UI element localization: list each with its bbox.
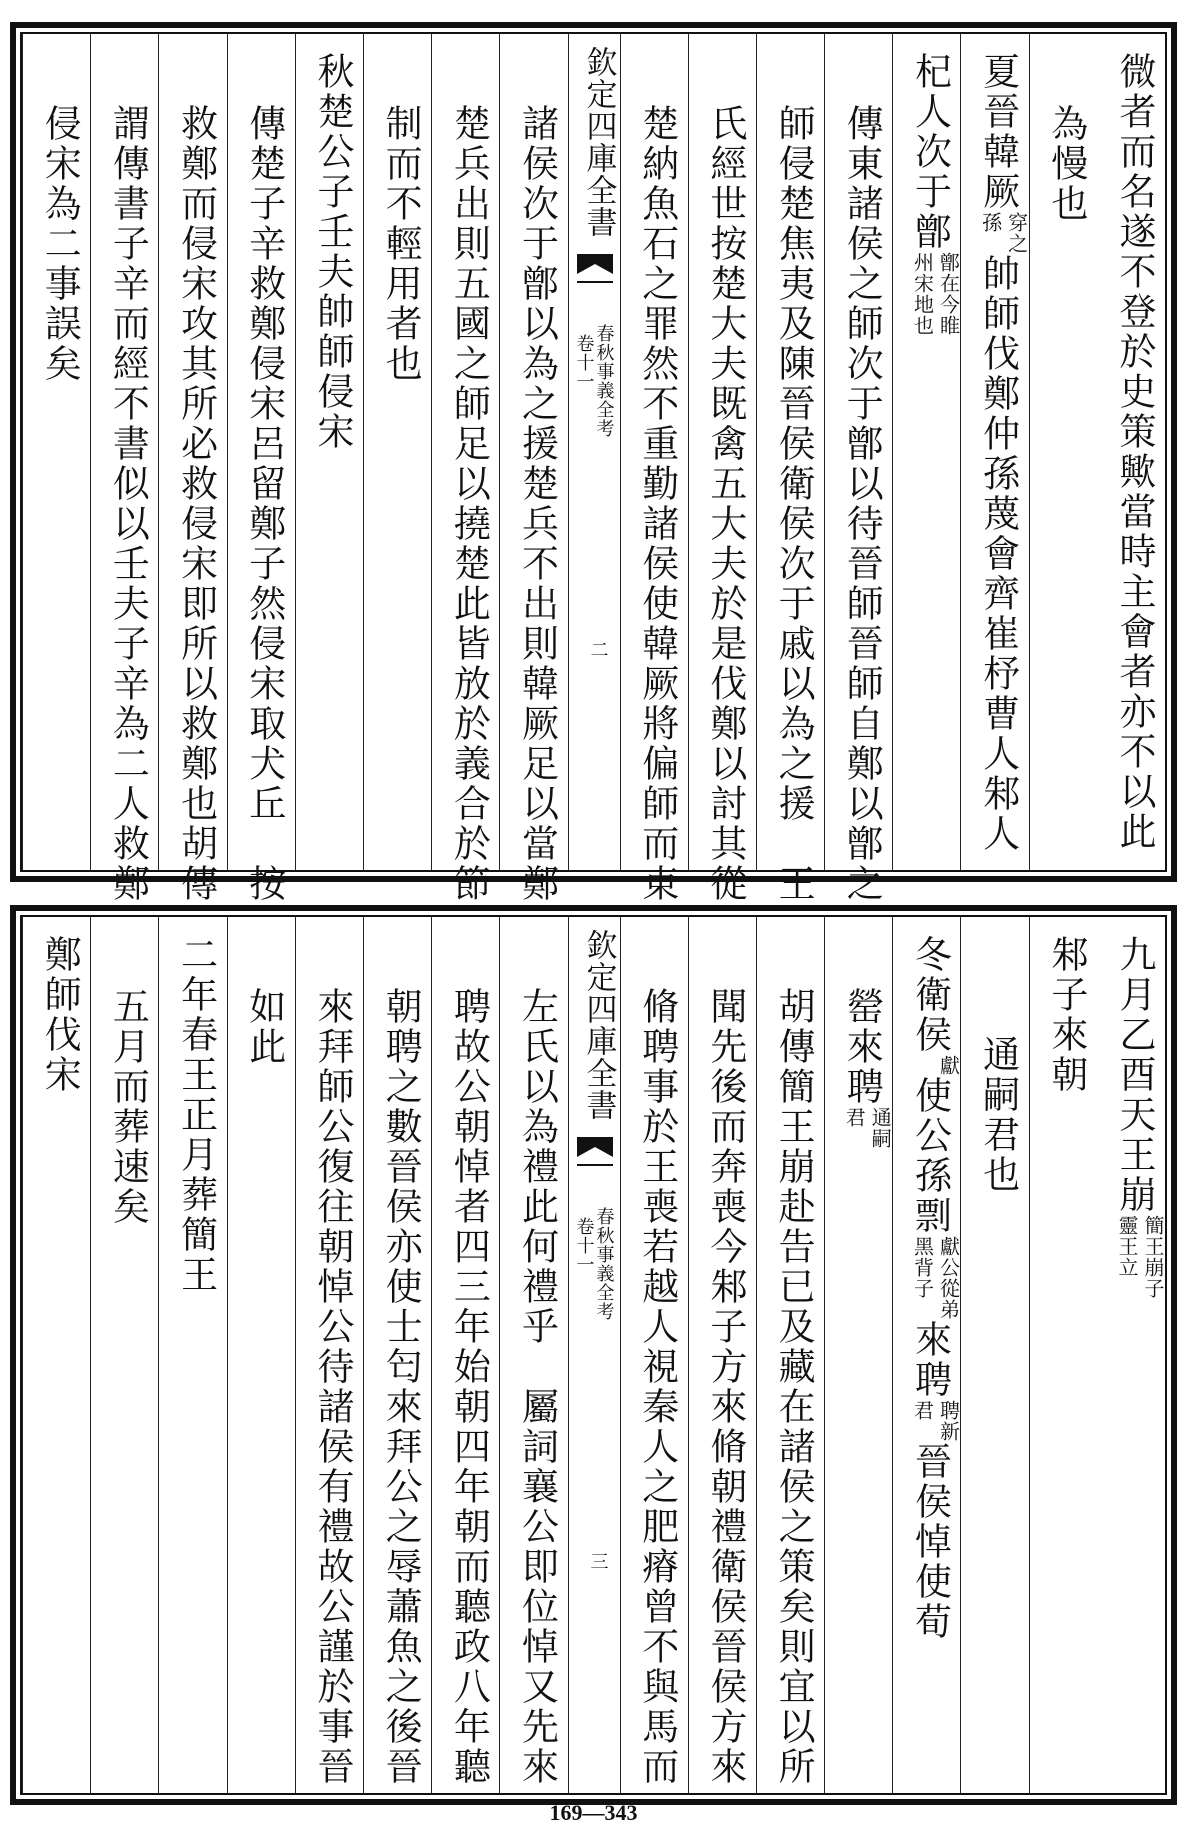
column-text (825, 987, 892, 1149)
column-text: 五月而葬速矣 (106, 987, 150, 1227)
annotation-line: 簡王崩子 (1141, 1215, 1165, 1299)
band-volume: 卷十一 (573, 334, 595, 391)
column-text: 左氏以為禮此何禮乎 屬詞襄公即位悼又先來 (515, 987, 559, 1787)
column-text: 胡傳簡王崩赴告已及藏在諸侯之策矣則宜以所 (772, 987, 816, 1787)
main-text: 夏晉韓厥 (976, 52, 1020, 212)
column-text: 秋楚公子壬夫帥師侵宋 (310, 52, 354, 452)
text-column (688, 34, 756, 904)
main-text: 罃來聘 (840, 987, 884, 1107)
column-text: 如此 (242, 987, 286, 1067)
band-title: 欽定四庫全書 (580, 46, 617, 238)
text-column (1097, 917, 1165, 1793)
top-page-frame (20, 32, 1167, 904)
bottom-page (10, 905, 1177, 1805)
main-text: 冬衛侯 (908, 935, 952, 1055)
text-column (892, 34, 960, 870)
annotation-note (910, 1400, 960, 1442)
column-text (893, 52, 960, 336)
top-page (10, 22, 1177, 904)
annotation-line: 獻公從弟 (936, 1236, 961, 1320)
text-column (295, 917, 363, 1793)
band-page-number: 二 (590, 639, 609, 661)
main-text: 帥師伐鄭仲孫蔑會齊崔杼曹人邾人 (976, 254, 1020, 854)
text-column (688, 917, 756, 1793)
text-column (227, 34, 295, 904)
text-column (363, 917, 431, 1793)
text-column (227, 917, 295, 1793)
annotation-note (910, 252, 960, 336)
text-column (499, 917, 567, 1793)
column-text (961, 52, 1028, 854)
annotation-note (934, 1055, 960, 1076)
text-column (158, 34, 226, 904)
column-text: 氏經世按楚大夫既禽五大夫於是伐鄭以討其從 (703, 104, 747, 904)
main-text: 杞人次于鄫 (908, 52, 952, 252)
text-column (756, 34, 824, 904)
annotation-line: 靈王立 (1115, 1215, 1139, 1278)
text-column (1029, 34, 1097, 870)
annotation-line: 鄫在今睢 (936, 252, 961, 336)
annotation-line: 聘新 (936, 1400, 961, 1442)
annotation-line: 通嗣 (868, 1107, 893, 1149)
text-column (295, 34, 363, 870)
main-text: 來聘 (908, 1320, 952, 1400)
text-column (620, 917, 688, 1793)
column-text: 聞先後而奔喪今邾子方來脩朝禮衛侯晉侯方來 (703, 987, 747, 1787)
text-column (90, 34, 158, 904)
annotation-line: 州宋地也 (910, 252, 935, 336)
annotation-note (1115, 1215, 1165, 1299)
bottom-page-frame (20, 915, 1167, 1795)
main-text: 晉侯悼使荀 (908, 1442, 952, 1642)
center-band (568, 917, 620, 1793)
band-title: 欽定四庫全書 (580, 929, 617, 1121)
text-column (158, 917, 226, 1793)
annotation-line: 君 (842, 1107, 867, 1128)
page-number-footer: 169—343 (549, 1800, 638, 1825)
column-text: 諸侯次于鄫以為之援楚兵不出則韓厥足以當鄭 (515, 104, 559, 904)
annotation-note (979, 212, 1029, 254)
column-text: 侵宋為二事誤矣 (38, 104, 82, 384)
annotation-line: 獻 (936, 1055, 961, 1076)
band-book-title: 春秋事義全考 (593, 1207, 615, 1321)
column-text: 聘故公朝悼者四三年始朝四年朝而聽政八年聽 (447, 987, 491, 1787)
fishtail-mark-icon (575, 252, 615, 292)
annotation-line: 黑背子 (910, 1236, 935, 1299)
text-column (960, 917, 1028, 1793)
column-text: 鄭師伐宋 (38, 935, 82, 1095)
text-column (431, 917, 499, 1793)
column-text: 楚納魚石之罪然不重勤諸侯使韓厥將偏師而東 (635, 104, 679, 904)
column-text: 救鄭而侵宋攻其所必救侵宋即所以救鄭也胡傳 (174, 104, 218, 904)
column-text: 為慢也 (1044, 104, 1088, 224)
text-column (363, 34, 431, 870)
text-column (892, 917, 960, 1793)
column-text: 朝聘之數晉侯亦使士匄來拜公之辱蕭魚之後晉 (379, 987, 423, 1787)
column-text: 脩聘事於王喪若越人視秦人之肥瘠曾不與馬而 (635, 987, 679, 1787)
text-column (90, 917, 158, 1793)
column-text: 傳楚子辛救鄭侵宋呂留鄭子然侵宋取犬丘 按 (242, 104, 286, 904)
column-text: 傳東諸侯之師次于鄫以待晉師晉師自鄭以鄫之 (840, 104, 884, 904)
fishtail-mark-icon (575, 1135, 615, 1175)
text-column (960, 34, 1028, 870)
text-column (1029, 917, 1097, 1793)
column-text (1097, 935, 1165, 1299)
band-volume: 卷十一 (573, 1217, 595, 1274)
center-band (568, 34, 620, 870)
annotation-note (842, 1107, 892, 1149)
text-column (499, 34, 567, 904)
column-text: 謂傳書子辛而經不書似以壬夫子辛為二人救鄭 (106, 104, 150, 904)
column-text: 楚兵出則五國之師足以撓楚此皆放於義合於節 (447, 104, 491, 904)
column-text: 微者而名遂不登於史策歟當時主會者亦不以此 (1113, 52, 1156, 852)
column-text: 制而不輕用者也 (379, 104, 423, 384)
text-column (824, 917, 892, 1793)
column-text: 通嗣君也 (976, 1035, 1020, 1195)
column-text: 師侵楚焦夷及陳晉侯衛侯次于戚以為之援 王 (772, 104, 816, 904)
annotation-line: 孫 (978, 212, 1003, 233)
text-column (824, 34, 892, 904)
text-column (1097, 34, 1165, 870)
column-text: 邾子來朝 (1044, 935, 1088, 1095)
column-text (893, 935, 960, 1642)
text-column (22, 917, 90, 1793)
text-column (756, 917, 824, 1793)
text-column (620, 34, 688, 904)
main-text: 九月乙酉天王崩 (1113, 935, 1156, 1215)
annotation-line: 君 (910, 1400, 935, 1421)
annotation-line: 穿之 (1004, 212, 1029, 254)
main-text: 使公孫剽 (908, 1076, 952, 1236)
text-column (431, 34, 499, 904)
band-book-title: 春秋事義全考 (593, 324, 615, 438)
band-page-number: 三 (590, 1551, 609, 1573)
text-column (22, 34, 90, 870)
column-text: 來拜師公復往朝悼公待諸侯有禮故公謹於事晉 (310, 987, 354, 1787)
annotation-note (910, 1236, 960, 1320)
column-text: 二年春王正月葬簡王 (174, 935, 218, 1295)
